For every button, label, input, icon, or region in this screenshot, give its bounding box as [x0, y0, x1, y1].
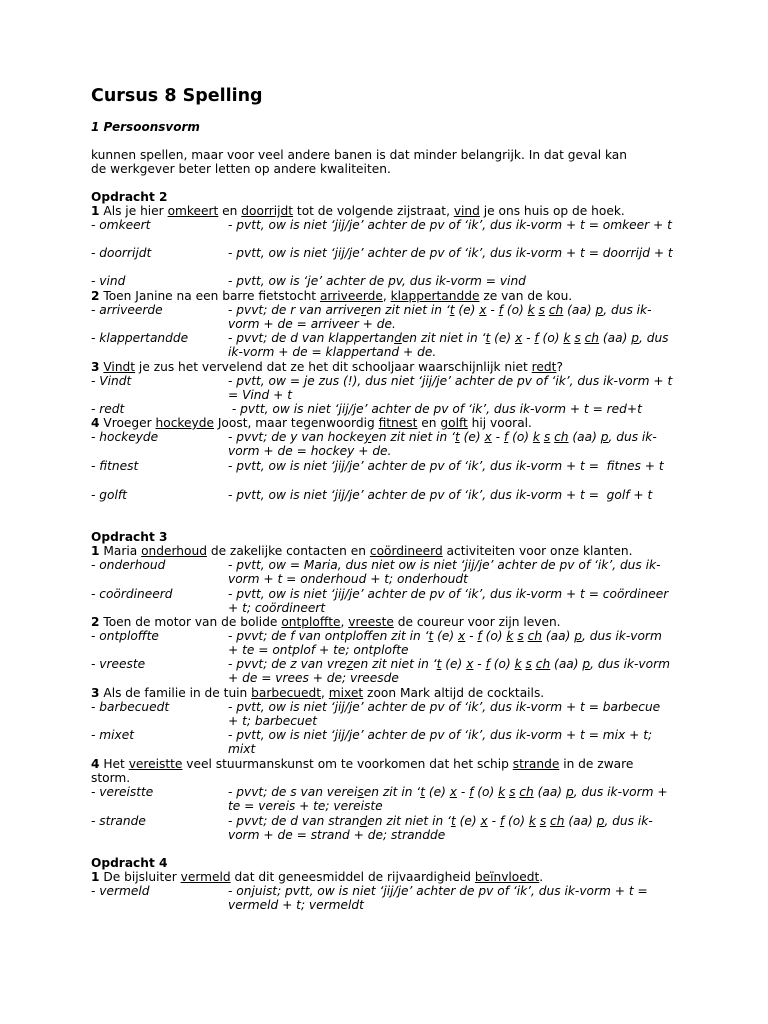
explanation-text: , dus ik-vorm + de = strand + de; strandde — [228, 814, 653, 842]
kofschip-letter: k — [527, 303, 535, 317]
sentence-text: Het — [99, 757, 129, 771]
item-word-strande: - strande — [91, 814, 146, 828]
page-title: Cursus 8 Spelling — [91, 86, 263, 106]
sentence-2-2 — [91, 289, 572, 303]
explanation-text: en zit niet in ‘ — [352, 657, 437, 671]
kofschip-text: (o) — [502, 303, 528, 317]
item-word-redt: - redt — [91, 402, 125, 416]
sentence-text: tot de volgende zijstraat, — [293, 204, 454, 218]
target-word: onderhoud — [141, 544, 207, 558]
target-word: omkeert — [167, 204, 219, 218]
intro-line-1: kunnen spellen, maar voor veel andere banen is dat minder belangrijk. In dat geval kan — [91, 148, 627, 162]
explanation-text: - pvvt; de r van arrive — [228, 303, 362, 317]
kofschip-text: - — [486, 303, 499, 317]
explanation-text: , dus ik-vorm + de = hockey + de. — [228, 430, 657, 458]
item-word-doorrijdt: - doorrijdt — [91, 246, 152, 260]
sentence-2-3 — [91, 360, 563, 374]
kofschip-letter: s — [525, 657, 532, 671]
sentence-3-4-continued: storm. — [91, 771, 131, 785]
kofschip-text: (e) — [455, 814, 481, 828]
explanation-text: - pvvt; de d van klappertan — [228, 331, 395, 345]
sentence-number: 4 — [91, 757, 100, 771]
kofschip-text: (o) — [504, 814, 529, 828]
kofschip-text: (o) — [508, 430, 533, 444]
item-word-vind: - vind — [91, 274, 126, 288]
sentence-text: Maria — [99, 544, 142, 558]
kofschip-letter: ch — [535, 657, 551, 671]
kofschip-letter: s — [543, 430, 551, 444]
item-word-onderhoud: - onderhoud — [91, 558, 166, 572]
sentence-text: in de zware — [559, 757, 634, 771]
sentence-text: ze van de kou. — [479, 289, 573, 303]
kofschip-text: (o) — [473, 785, 499, 799]
target-word: ontploffte — [281, 615, 341, 629]
explanation-text: , dus ik-vorm + de = arriveer + de. — [228, 303, 652, 331]
explanation-fitnest: - pvtt, ow is niet ‘jij/je’ achter de pv of ‘ik’, dus ik-vorm + t = fitnes + t — [228, 459, 664, 473]
explanation-klappertandde — [228, 331, 674, 359]
explanation-vindt: - pvtt, ow = je zus (!), dus niet ‘jij/je’ achter de pv of ‘ik’, dus ik-vorm + t = Vind + t — [228, 374, 673, 402]
kofschip-text: - — [473, 657, 486, 671]
kofschip-text: (aa) — [563, 303, 596, 317]
item-word-vermeld: - vermeld — [91, 884, 150, 898]
item-word-fitnest: - fitnest — [91, 459, 139, 473]
kofschip-text: - — [465, 629, 478, 643]
sentence-text: Toen Janine na een barre fietstocht — [99, 289, 320, 303]
explanation-text: en zit in ‘ — [363, 785, 421, 799]
kofschip-letter: x — [479, 303, 487, 317]
kofschip-text: (o) — [481, 629, 507, 643]
target-word: klappertandde — [390, 289, 480, 303]
target-word: vermeld — [180, 870, 231, 884]
kofschip-letter: f — [469, 785, 474, 799]
kofschip-text: (e) — [490, 331, 516, 345]
target-word: Vindt — [103, 360, 136, 374]
explanation-text: en zit niet in ‘ — [366, 303, 450, 317]
sentence-text: Als je hier — [99, 204, 168, 218]
kofschip-letter: p — [600, 430, 609, 444]
explanation-text: - pvvt; de s van verei — [228, 785, 358, 799]
stem-letter: z — [346, 657, 353, 671]
kofschip-letter: x — [458, 629, 466, 643]
sentence-4-1 — [91, 870, 543, 884]
explanation-vind: - pvtt, ow is ‘je’ achter de pv, dus ik-vorm = vind — [228, 274, 526, 288]
kofschip-text: (e) — [454, 303, 480, 317]
explanation-text: , dus ik-vorm + te = vereis + te; vereiste — [228, 785, 668, 813]
kofschip-text: - — [491, 430, 504, 444]
sentence-text: zoon Mark altijd de cocktails. — [363, 686, 545, 700]
kofschip-letter: k — [498, 785, 506, 799]
explanation-hockeyde — [228, 430, 674, 458]
explanation-text: en zit niet in ‘ — [371, 430, 455, 444]
explanation-text: - pvvt; de z van vre — [228, 657, 347, 671]
target-word: vereistte — [128, 757, 183, 771]
target-word: redt — [531, 360, 557, 374]
explanation-text: , dus ik-vorm + te = ontplof + te; ontplofte — [228, 629, 662, 657]
sentence-number: 1 — [91, 870, 100, 884]
sentence-number: 4 — [91, 416, 100, 430]
explanation-redt: - pvtt, ow is niet ‘jij/je’ achter de pv of ‘ik’, dus ik-vorm + t = red+t — [228, 402, 642, 416]
sentence-text: , — [340, 615, 349, 629]
target-word: doorrijdt — [241, 204, 294, 218]
kofschip-letter: k — [514, 657, 522, 671]
kofschip-letter: t — [454, 430, 460, 444]
target-word: barbecuedt — [251, 686, 322, 700]
target-word: arriveerde — [319, 289, 383, 303]
sentence-text: veel stuurmanskunst om te voorkomen dat het schip — [182, 757, 513, 771]
sentence-text: je zus het vervelend dat ze het dit schooljaar waarschijnlijk niet — [135, 360, 532, 374]
kofschip-letter: s — [538, 303, 545, 317]
explanation-arriveerde — [228, 303, 674, 331]
kofschip-letter: x — [480, 814, 488, 828]
explanation-text: , dus ik-vorm + de = klappertand + de. — [228, 331, 669, 359]
kofschip-text: - — [522, 331, 535, 345]
kofschip-letter: x — [466, 657, 474, 671]
kofschip-letter: s — [539, 814, 547, 828]
stem-letter: s — [357, 785, 364, 799]
explanation-text: en zit in ‘ — [372, 629, 429, 643]
target-word: beïnvloedt — [474, 870, 540, 884]
stem-letter: d — [359, 814, 368, 828]
kofschip-letter: t — [485, 331, 491, 345]
explanation-ontploffte — [228, 629, 674, 657]
kofschip-letter: t — [450, 814, 456, 828]
kofschip-text: (aa) — [533, 785, 566, 799]
sentence-3-3 — [91, 686, 544, 700]
explanation-vereistte — [228, 785, 674, 813]
kofschip-letter: ch — [548, 303, 564, 317]
explanation-barbecuedt: - pvtt, ow is niet ‘jij/je’ achter de pv of ‘ik’, dus ik-vorm + t = barbecue + t; barbecuet — [228, 700, 661, 728]
item-word-golft: - golft — [91, 488, 127, 502]
sentence-2-1 — [91, 204, 625, 218]
kofschip-text: (e) — [424, 785, 450, 799]
kofschip-letter: f — [503, 430, 509, 444]
explanation-text: - pvvt; de y van hocke — [228, 430, 365, 444]
sentence-3-1 — [91, 544, 633, 558]
kofschip-letter: p — [565, 785, 574, 799]
kofschip-letter: k — [532, 430, 540, 444]
item-word-coordineerd: - coördineerd — [91, 587, 173, 601]
sentence-number: 2 — [91, 615, 100, 629]
sentence-text: Joost, maar tegenwoordig — [213, 416, 379, 430]
section-subtitle: 1 Persoonsvorm — [91, 120, 200, 134]
sentence-number: 3 — [91, 686, 100, 700]
sentence-text: dat dit geneesmiddel de rijvaardigheid — [230, 870, 475, 884]
item-word-arriveerde: - arriveerde — [91, 303, 163, 317]
item-word-klappertandde: - klappertandde — [91, 331, 189, 345]
kofschip-letter: ch — [527, 629, 543, 643]
sentence-text: de coureur voor zijn leven. — [393, 615, 561, 629]
kofschip-text: (e) — [433, 629, 459, 643]
kofschip-letter: s — [517, 629, 524, 643]
kofschip-letter: f — [485, 657, 490, 671]
target-word: hockeyde — [155, 416, 214, 430]
kofschip-letter: ch — [554, 430, 569, 444]
kofschip-text: (aa) — [568, 430, 601, 444]
heading-opdracht-3: Opdracht 3 — [91, 530, 168, 544]
heading-opdracht-4: Opdracht 4 — [91, 856, 168, 870]
sentence-text: , — [321, 686, 329, 700]
target-word: vreeste — [348, 615, 394, 629]
sentence-text: en — [218, 204, 242, 218]
kofschip-text: (o) — [489, 657, 515, 671]
explanation-text: en zit niet in ‘ — [401, 331, 486, 345]
kofschip-letter: ch — [519, 785, 534, 799]
sentence-text: , — [382, 289, 391, 303]
sentence-text: Vroeger — [99, 416, 156, 430]
sentence-text: hij vooral. — [467, 416, 532, 430]
sentence-number: 3 — [91, 360, 100, 374]
target-word: coördineerd — [369, 544, 443, 558]
kofschip-text: - — [456, 785, 470, 799]
explanation-golft: - pvtt, ow is niet ‘jij/je’ achter de pv of ‘ik’, dus ik-vorm + t = golf + t — [228, 488, 653, 502]
sentence-text: Toen de motor van de bolide — [99, 615, 282, 629]
kofschip-letter: f — [499, 814, 505, 828]
kofschip-text: (aa) — [550, 657, 583, 671]
intro-line-2: de werkgever beter letten op andere kwaliteiten. — [91, 162, 391, 176]
explanation-mixet: - pvtt, ow is niet ‘jij/je’ achter de pv of ‘ik’, dus ik-vorm + t = mix + t; mixt — [228, 728, 653, 756]
kofschip-letter: x — [449, 785, 457, 799]
item-word-vreeste: - vreeste — [91, 657, 146, 671]
explanation-coordineerd: - pvtt, ow is niet ‘jij/je’ achter de pv of ‘ik’, dus ik-vorm + t = coördineer + t; coördineert — [228, 587, 669, 615]
target-word: fitnest — [378, 416, 418, 430]
sentence-text: Als de familie in de tuin — [99, 686, 252, 700]
explanation-text: - pvvt; de f van ontplof — [228, 629, 373, 643]
explanation-doorrijdt: - pvtt, ow is niet ‘jij/je’ achter de pv of ‘ik’, dus ik-vorm + t = doorrijd + t — [228, 246, 673, 260]
kofschip-letter: p — [595, 303, 604, 317]
explanation-strande — [228, 814, 674, 842]
kofschip-letter: t — [428, 629, 434, 643]
item-word-omkeert: - omkeert — [91, 218, 151, 232]
explanation-text: en zit niet in ‘ — [367, 814, 451, 828]
kofschip-letter: k — [563, 331, 571, 345]
kofschip-letter: f — [534, 331, 539, 345]
kofschip-text: (aa) — [599, 331, 632, 345]
item-word-ontploffte: - ontploffte — [91, 629, 159, 643]
kofschip-text: (aa) — [564, 814, 597, 828]
sentence-text: ? — [556, 360, 563, 374]
item-word-vereistte: - vereistte — [91, 785, 154, 799]
kofschip-letter: t — [449, 303, 455, 317]
sentence-text: activiteiten voor onze klanten. — [442, 544, 633, 558]
sentence-3-2 — [91, 615, 561, 629]
sentence-number: 2 — [91, 289, 100, 303]
kofschip-letter: k — [506, 629, 514, 643]
explanation-vreeste — [228, 657, 674, 685]
sentence-number: 1 — [91, 204, 100, 218]
kofschip-text: (aa) — [542, 629, 575, 643]
kofschip-letter: p — [631, 331, 639, 345]
kofschip-letter: t — [436, 657, 442, 671]
target-word: golft — [440, 416, 468, 430]
sentence-text: . — [539, 870, 544, 884]
item-word-vindt: - Vindt — [91, 374, 132, 388]
sentence-3-4 — [91, 757, 633, 771]
explanation-text: - pvvt; de d van stran — [228, 814, 360, 828]
target-word: strande — [512, 757, 560, 771]
kofschip-letter: s — [574, 331, 581, 345]
kofschip-letter: t — [420, 785, 425, 799]
kofschip-letter: p — [596, 814, 605, 828]
explanation-text: , dus ik-vorm + de = vrees + de; vreesde — [228, 657, 670, 685]
sentence-2-4 — [91, 416, 532, 430]
kofschip-letter: x — [484, 430, 492, 444]
kofschip-letter: f — [477, 629, 482, 643]
item-word-mixet: - mixet — [91, 728, 135, 742]
kofschip-letter: p — [582, 657, 591, 671]
sentence-text: De bijsluiter — [99, 870, 181, 884]
explanation-onderhoud: - pvtt, ow = Maria, dus niet ow is niet ‘jij/je’ achter de pv of ‘ik’, dus ik-vorm + t = onderhoud + t; onderhoudt — [228, 558, 661, 586]
explanation-omkeert: - pvtt, ow is niet ‘jij/je’ achter de pv of ‘ik’, dus ik-vorm + t = omkeer + t — [228, 218, 672, 232]
kofschip-letter: ch — [550, 814, 565, 828]
kofschip-letter: x — [515, 331, 523, 345]
kofschip-letter: ch — [584, 331, 600, 345]
explanation-vermeld: - onjuist; pvtt, ow is niet ‘jij/je’ achter de pv of ‘ik’, dus ik-vorm + t = vermeld + t; vermeldt — [228, 884, 648, 912]
stem-letter: r — [361, 303, 367, 317]
kofschip-text: (o) — [538, 331, 564, 345]
sentence-text: je ons huis op de hoek. — [479, 204, 625, 218]
target-word: mixet — [328, 686, 364, 700]
target-word: vind — [453, 204, 480, 218]
kofschip-letter: s — [509, 785, 516, 799]
stem-letter: y — [364, 430, 372, 444]
kofschip-text: (e) — [441, 657, 467, 671]
item-word-hockeyde: - hockeyde — [91, 430, 159, 444]
heading-opdracht-2: Opdracht 2 — [91, 190, 168, 204]
sentence-number: 1 — [91, 544, 100, 558]
kofschip-text: (e) — [459, 430, 485, 444]
sentence-text: en — [417, 416, 441, 430]
item-word-barbecuedt: - barbecuedt — [91, 700, 170, 714]
sentence-text: de zakelijke contacten en — [206, 544, 370, 558]
kofschip-text: - — [487, 814, 500, 828]
stem-letter: d — [394, 331, 402, 345]
kofschip-letter: p — [574, 629, 582, 643]
kofschip-letter: k — [528, 814, 536, 828]
kofschip-letter: f — [498, 303, 503, 317]
